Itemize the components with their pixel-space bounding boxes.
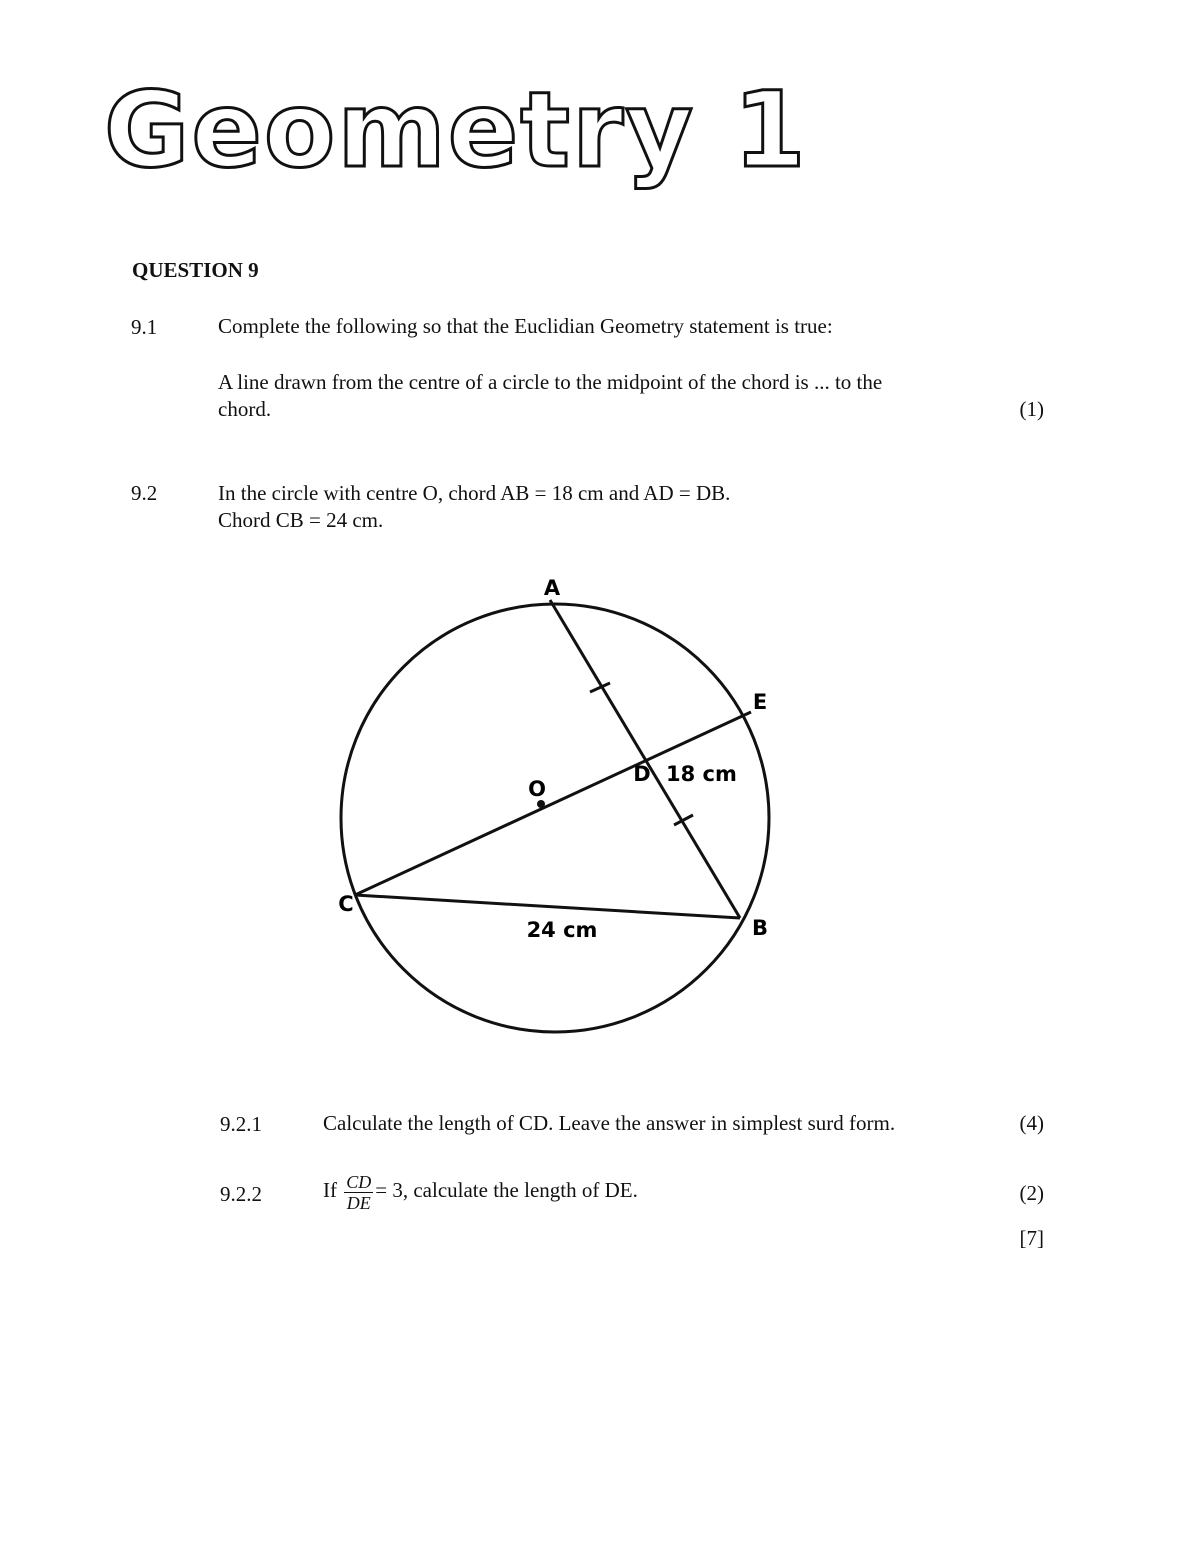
question-9-2-2-text — [323, 1166, 638, 1214]
length-label-cb: 24 cm — [526, 918, 598, 942]
question-9-2-2-suffix: = 3, calculate the length of DE. — [375, 1178, 638, 1202]
fraction-denominator: DE — [346, 1192, 371, 1213]
chord-cb — [355, 895, 740, 918]
label-a: A — [543, 576, 561, 600]
question-9-2-line-2: Chord CB = 24 cm. — [218, 508, 384, 532]
label-b: B — [751, 916, 769, 940]
label-d: D — [633, 762, 651, 786]
question-number-9-1: 9.1 — [131, 315, 158, 339]
question-9-1-prompt: Complete the following so that the Euclidian Geometry statement is true: — [218, 314, 833, 338]
question-9-2-line-1: In the circle with centre O, chord AB = 18 cm and AD = DB. — [218, 481, 731, 505]
question-9-2-2-marks: (2) — [1019, 1181, 1044, 1205]
question-9-1-statement-line-2: chord. — [218, 397, 272, 421]
question-9-2-2-prefix: If — [323, 1178, 337, 1202]
question-total-marks: [7] — [1019, 1226, 1044, 1250]
label-o: O — [528, 777, 546, 801]
question-9-1-statement-line-1: A line drawn from the centre of a circle to the midpoint of the chord is ... to the — [218, 370, 883, 394]
question-number-9-2: 9.2 — [131, 481, 158, 505]
label-e: E — [752, 690, 768, 714]
question-9-1-marks: (1) — [1019, 397, 1044, 421]
question-heading: QUESTION 9 — [132, 258, 259, 282]
fraction-numerator: CD — [346, 1171, 372, 1192]
page-title: Geometry 1 — [104, 69, 808, 191]
chord-ce — [355, 712, 751, 895]
centre-point-o — [537, 800, 545, 808]
question-9-2-1-text: Calculate the length of CD. Leave the answer in simplest surd form. — [323, 1111, 896, 1135]
label-c: C — [338, 892, 354, 916]
chord-ab — [550, 600, 740, 918]
question-number-9-2-2: 9.2.2 — [220, 1182, 262, 1206]
circle-outline — [341, 604, 769, 1032]
question-9-2-1-marks: (4) — [1019, 1111, 1044, 1135]
length-label-ab: 18 cm — [666, 762, 737, 786]
question-number-9-2-1: 9.2.1 — [220, 1112, 262, 1136]
ratio-fraction — [344, 1172, 373, 1213]
